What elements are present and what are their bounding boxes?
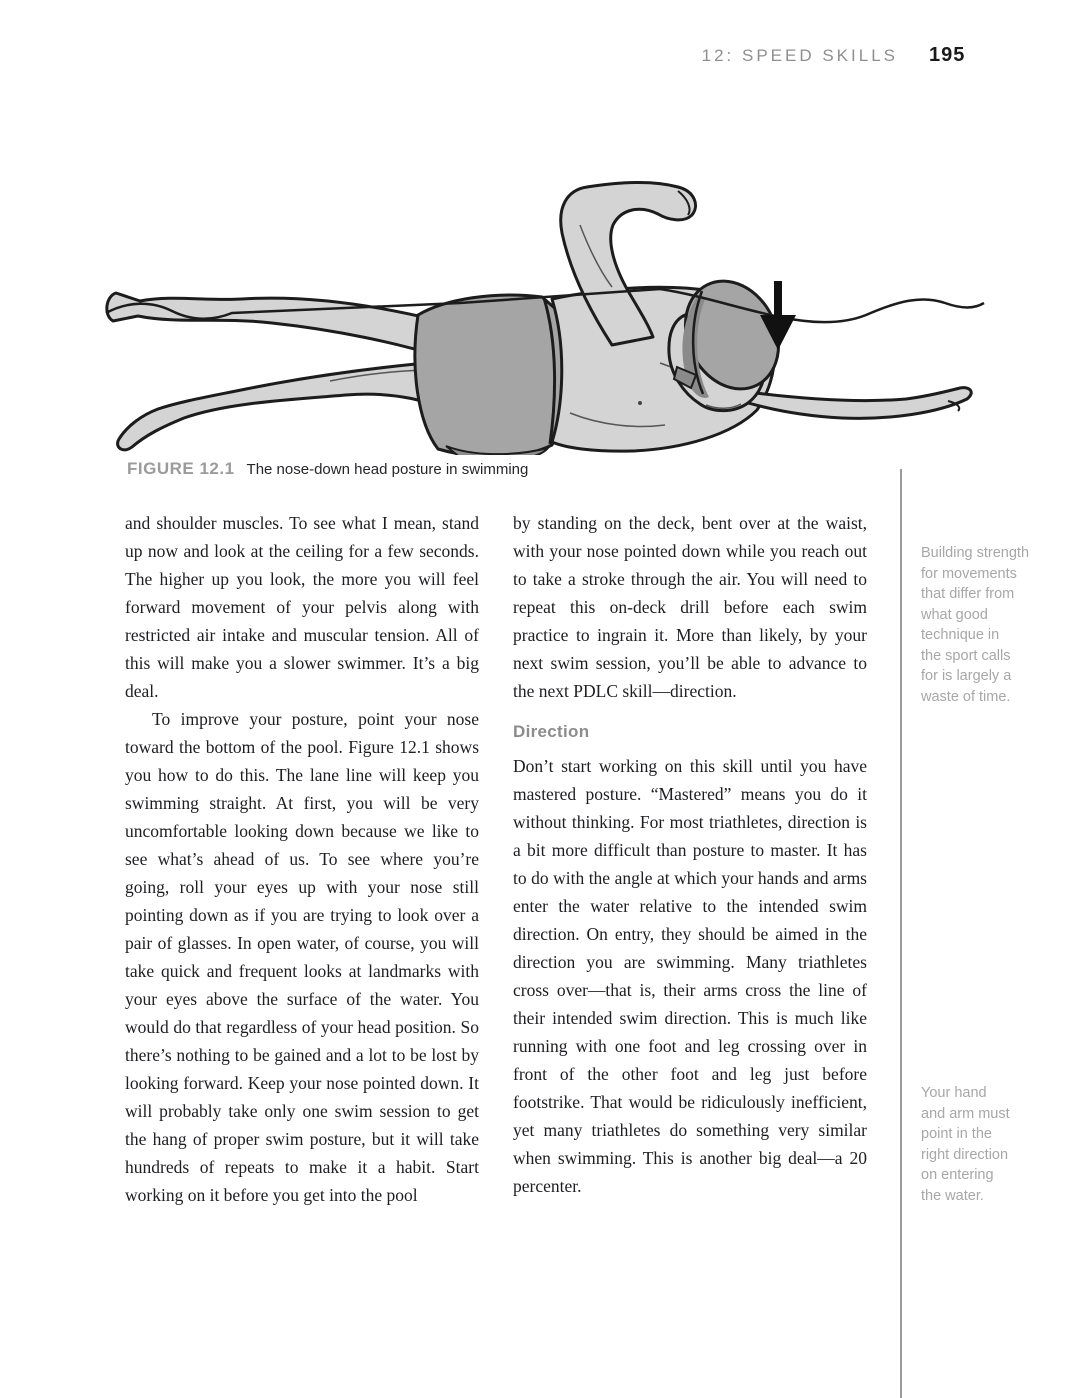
body-paragraph: by standing on the deck, bent over at the waist, with your nose pointed down while you reach out to take a stroke through the air. You will need to repeat this on-deck drill before each swim practice to ingrain it. More than likely, by your next swim session, you’ll be able to advance to the next PDLC skill—direction.	[513, 513, 867, 701]
figure-caption-text: The nose-down head posture in swimming	[246, 461, 529, 478]
margin-note-line: that differ from	[921, 586, 1015, 602]
margin-note-line: the sport calls	[921, 647, 1011, 664]
margin-note-strength	[921, 543, 1051, 707]
margin-note-hand-direction	[921, 1083, 1051, 1206]
margin-note-line: the water.	[921, 1187, 984, 1204]
margin-note-line: point in the	[921, 1126, 992, 1142]
swimmer-front-leg	[118, 361, 460, 450]
swimmer-front-arm	[738, 388, 971, 419]
margin-note-line: on entering	[921, 1167, 994, 1183]
margin-note-line: for is largely a	[921, 668, 1012, 684]
right-column	[513, 509, 867, 1200]
figure-caption	[127, 459, 827, 479]
section-heading-direction: Direction	[513, 722, 590, 741]
margin-note-line: waste of time.	[921, 688, 1011, 705]
margin-note-line: Building strength	[921, 545, 1030, 561]
figure-12-1	[100, 163, 990, 455]
swimmer-illustration	[100, 163, 990, 455]
body-paragraph: and shoulder muscles. To see what I mean, stand up now and look at the ceiling for a few seconds. The higher up you look, the more you will feel forward movement of your pelvis along with restricted air intake and muscular tension. All of this will make you a slower swimmer. It’s a big deal.	[125, 513, 479, 701]
swimmer-trunks	[415, 295, 567, 455]
margin-note-line: what good	[921, 606, 988, 623]
margin-note-line: for movements	[921, 565, 1017, 582]
margin-note-line: technique in	[921, 627, 1000, 643]
page-number: 195	[929, 44, 966, 66]
left-column	[125, 509, 479, 1209]
margin-note-line: right direction	[921, 1146, 1009, 1163]
running-head-chapter: 12: SPEED SKILLS	[701, 46, 898, 65]
body-paragraph: To improve your posture, point your nose toward the bottom of the pool. Figure 12.1 shows you how to do this. The lane line will keep you swimming straight. At first, you will be very uncomfortable looking down because we like to see what’s ahead of us. To see where you’re going, roll your eyes up with your nose still pointing down as if you are trying to look over a pair of glasses. In open water, of course, you will take quick and frequent looks at landmarks with your eyes above the surface of the water. You would do that regardless of your head position. So there’s nothing to be gained and a lot to be lost by looking forward. Keep your nose pointed down. It will probably take only one swim session to get the hang of proper swim posture, but it will take hundreds of repeats to make it a habit. Start working on it before you get into the pool	[125, 709, 479, 1205]
swimmer-back-leg	[107, 293, 442, 357]
margin-note-line: Your hand	[921, 1085, 987, 1101]
figure-label: FIGURE 12.1	[127, 459, 235, 478]
body-paragraph: Don’t start working on this skill until you have mastered posture. “Mastered” means you do it without thinking. For most triathletes, direction is a bit more difficult than posture to master. It has to do with the angle at which your hands and arms enter the water relative to the intended swim direction. On entry, they should be aimed in the direction you are swimming. Many triathletes cross over—that is, their arms cross the line of their intended swim direction. This is much like running with one foot and leg crossing over in front of the other foot and leg just before footstrike. That would be ridiculously inefficient, yet many triathletes do something very similar when swimming. This is another big deal—a 20 percenter.	[513, 756, 867, 1196]
margin-note-line: and arm must	[921, 1105, 1010, 1122]
margin-rule	[900, 469, 902, 1398]
